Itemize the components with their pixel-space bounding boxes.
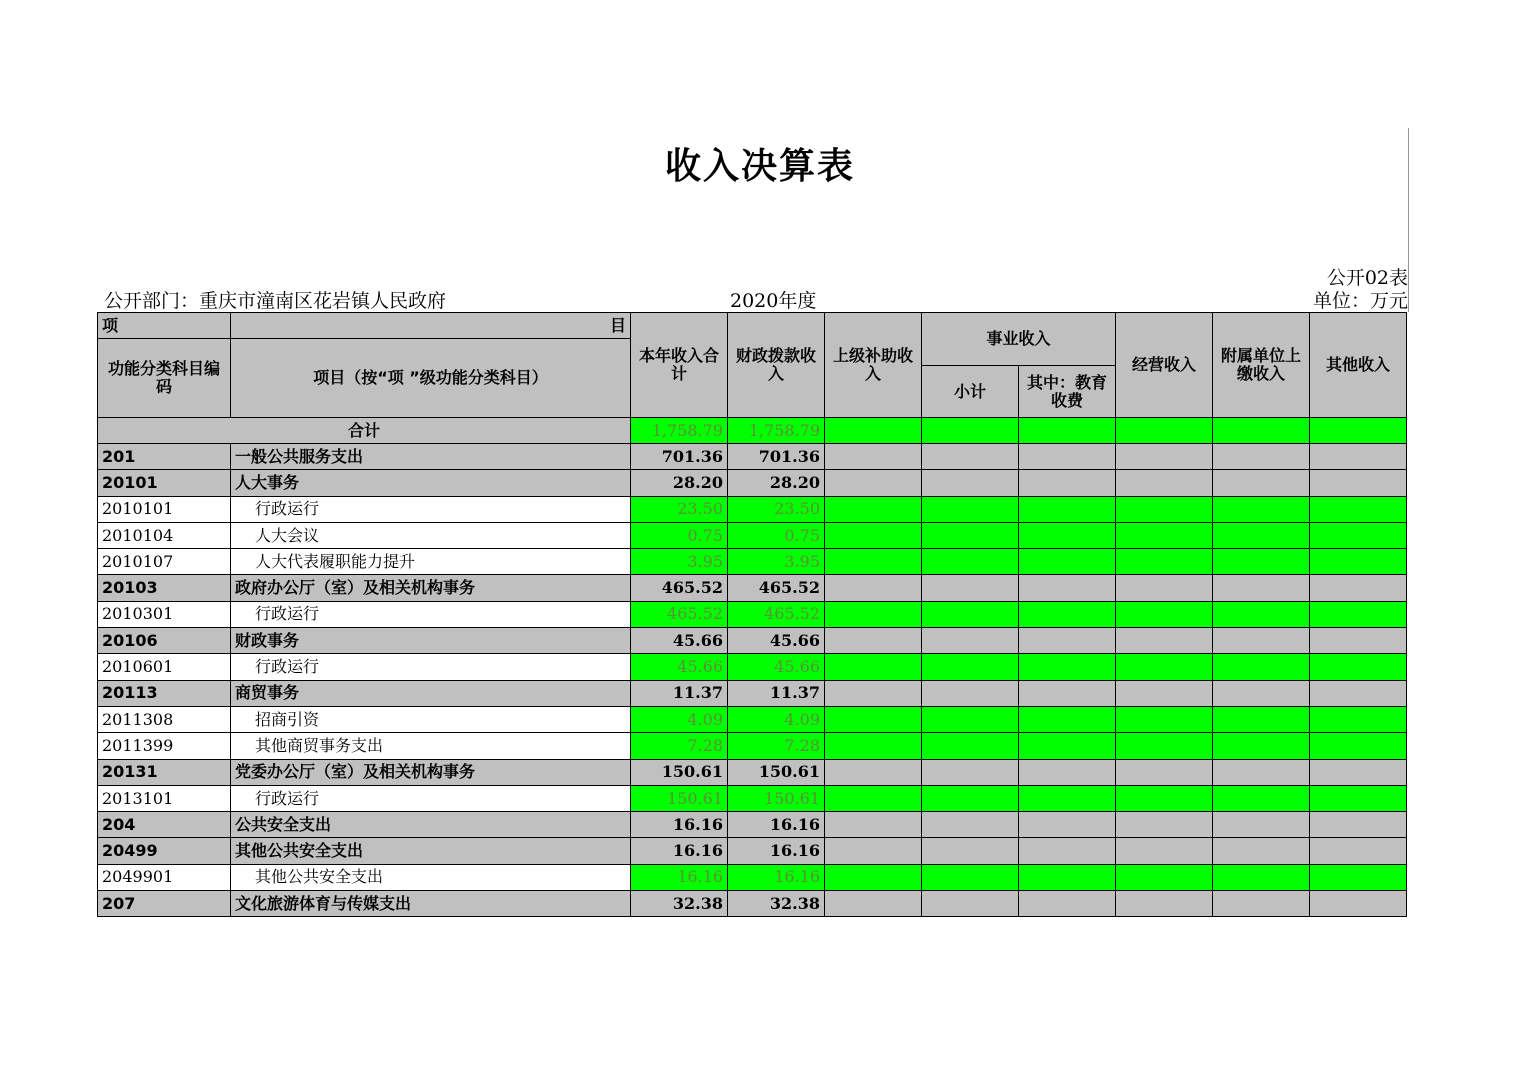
row-empty-cell (1213, 522, 1310, 548)
row-empty-cell (1116, 496, 1213, 522)
row-empty-cell (1213, 654, 1310, 680)
row-empty-cell (1310, 838, 1407, 864)
row-fiscal: 150.61 (728, 785, 825, 811)
row-empty-cell (1213, 838, 1310, 864)
row-empty-cell (1310, 706, 1407, 732)
header-other-income: 其他收入 (1310, 313, 1407, 418)
row-empty-cell (1213, 601, 1310, 627)
row-empty-cell (922, 496, 1019, 522)
row-empty-cell (1019, 549, 1116, 575)
row-empty-cell (1116, 444, 1213, 470)
table-row (98, 601, 1407, 627)
row-empty-cell (1019, 628, 1116, 654)
row-name-text: 行政运行 (255, 604, 320, 624)
row-empty-cell (825, 733, 922, 759)
table-row (98, 812, 1407, 838)
row-empty-cell (922, 864, 1019, 890)
summary-row (98, 418, 1407, 444)
row-empty-cell (1019, 444, 1116, 470)
row-total: 23.50 (631, 496, 728, 522)
row-name-text: 招商引资 (255, 709, 320, 729)
row-name-text: 人大代表履职能力提升 (255, 551, 416, 571)
row-empty-cell (1116, 601, 1213, 627)
row-empty-cell (1213, 785, 1310, 811)
row-name-text: 财政事务 (235, 630, 300, 650)
row-name (231, 864, 631, 890)
row-total: 16.16 (631, 812, 728, 838)
row-empty-cell (1116, 733, 1213, 759)
row-empty-cell (1019, 785, 1116, 811)
row-code: 20113 (98, 680, 231, 706)
row-empty-cell (922, 812, 1019, 838)
row-empty-cell (922, 522, 1019, 548)
header-edu-fee: 其中：教育收费 (1019, 366, 1116, 418)
row-empty-cell (825, 496, 922, 522)
row-empty-cell (1116, 759, 1213, 785)
row-empty-cell (1019, 654, 1116, 680)
table-row (98, 891, 1407, 917)
row-empty-cell (1310, 785, 1407, 811)
page-title: 收入决算表 (664, 146, 855, 187)
row-code: 20101 (98, 470, 231, 496)
row-code: 2013101 (98, 785, 231, 811)
row-empty-cell (922, 575, 1019, 601)
row-empty-cell (1213, 812, 1310, 838)
header-business-income: 事业收入 (922, 313, 1116, 366)
row-code: 2010107 (98, 549, 231, 575)
row-empty-cell (1019, 891, 1116, 917)
row-empty-cell (922, 838, 1019, 864)
row-code: 2049901 (98, 864, 231, 890)
row-empty-cell (1019, 759, 1116, 785)
row-empty-cell (825, 601, 922, 627)
row-name-text: 人大会议 (255, 525, 320, 545)
row-fiscal: 16.16 (728, 864, 825, 890)
row-code: 20106 (98, 628, 231, 654)
row-empty-cell (922, 759, 1019, 785)
row-empty-cell (1019, 706, 1116, 732)
row-name (231, 601, 631, 627)
row-empty-cell (1116, 654, 1213, 680)
row-empty-cell (1310, 522, 1407, 548)
row-code: 2011399 (98, 733, 231, 759)
row-fiscal: 32.38 (728, 891, 825, 917)
header-superior-subsidy: 上级补助收入 (825, 313, 922, 418)
row-name (231, 838, 631, 864)
row-name-text: 其他公共安全支出 (255, 867, 384, 887)
row-empty-cell (922, 891, 1019, 917)
table-row (98, 864, 1407, 890)
table-row (98, 575, 1407, 601)
row-empty-cell (1310, 733, 1407, 759)
row-name (231, 759, 631, 785)
row-fiscal: 0.75 (728, 522, 825, 548)
row-name (231, 444, 631, 470)
row-empty-cell (922, 733, 1019, 759)
row-total: 3.95 (631, 549, 728, 575)
row-total: 11.37 (631, 680, 728, 706)
row-empty-cell (922, 654, 1019, 680)
summary-empty-cell (922, 418, 1019, 444)
row-empty-cell (825, 785, 922, 811)
department-label: 公开部门：重庆市潼南区花岩镇人民政府 (104, 290, 447, 312)
row-empty-cell (1019, 733, 1116, 759)
row-name-text: 商贸事务 (235, 683, 300, 703)
year-label: 2020年度 (730, 290, 817, 312)
table-row (98, 549, 1407, 575)
row-total: 16.16 (631, 838, 728, 864)
row-fiscal: 3.95 (728, 549, 825, 575)
row-name-text: 其他商贸事务支出 (255, 735, 384, 755)
row-total: 7.28 (631, 733, 728, 759)
row-empty-cell (1116, 628, 1213, 654)
table-row (98, 628, 1407, 654)
row-empty-cell (1213, 444, 1310, 470)
header-item: 项目（按“项 ”级功能分类科目） (231, 339, 631, 418)
header-fiscal-allocation: 财政拨款收入 (728, 313, 825, 418)
row-total: 701.36 (631, 444, 728, 470)
table-row (98, 522, 1407, 548)
row-name (231, 496, 631, 522)
row-fiscal: 28.20 (728, 470, 825, 496)
summary-empty-cell (1116, 418, 1213, 444)
row-name (231, 891, 631, 917)
row-code: 204 (98, 812, 231, 838)
row-fiscal: 16.16 (728, 812, 825, 838)
row-fiscal: 11.37 (728, 680, 825, 706)
row-empty-cell (825, 549, 922, 575)
row-empty-cell (1213, 549, 1310, 575)
row-name-text: 文化旅游体育与传媒支出 (235, 893, 412, 913)
row-total: 28.20 (631, 470, 728, 496)
row-empty-cell (825, 444, 922, 470)
row-name (231, 785, 631, 811)
row-total: 45.66 (631, 628, 728, 654)
header-xiang: 项 (98, 313, 231, 339)
row-empty-cell (1116, 470, 1213, 496)
row-empty-cell (1116, 812, 1213, 838)
row-empty-cell (922, 601, 1019, 627)
row-empty-cell (922, 628, 1019, 654)
row-empty-cell (825, 706, 922, 732)
table-row (98, 759, 1407, 785)
row-empty-cell (1310, 470, 1407, 496)
row-empty-cell (1213, 706, 1310, 732)
row-empty-cell (1213, 680, 1310, 706)
row-name (231, 706, 631, 732)
row-empty-cell (825, 680, 922, 706)
row-empty-cell (1310, 601, 1407, 627)
header-mu: 目 (231, 313, 631, 339)
row-empty-cell (922, 706, 1019, 732)
table-row (98, 733, 1407, 759)
row-empty-cell (1116, 575, 1213, 601)
row-empty-cell (1310, 444, 1407, 470)
row-name (231, 733, 631, 759)
row-empty-cell (1019, 812, 1116, 838)
row-code: 207 (98, 891, 231, 917)
summary-label: 合计 (98, 418, 631, 444)
row-total: 0.75 (631, 522, 728, 548)
header-code: 功能分类科目编码 (98, 339, 231, 418)
unit-label: 单位：万元 (1312, 290, 1408, 312)
row-name (231, 680, 631, 706)
row-empty-cell (1310, 812, 1407, 838)
row-total: 45.66 (631, 654, 728, 680)
row-empty-cell (1213, 891, 1310, 917)
row-empty-cell (1019, 496, 1116, 522)
row-code: 2010104 (98, 522, 231, 548)
row-total: 150.61 (631, 759, 728, 785)
row-code: 20103 (98, 575, 231, 601)
row-empty-cell (1116, 785, 1213, 811)
row-name (231, 470, 631, 496)
row-code: 2010301 (98, 601, 231, 627)
row-empty-cell (825, 891, 922, 917)
table-row (98, 785, 1407, 811)
row-empty-cell (825, 522, 922, 548)
row-code: 2010101 (98, 496, 231, 522)
row-empty-cell (922, 444, 1019, 470)
row-code: 2010601 (98, 654, 231, 680)
row-empty-cell (825, 759, 922, 785)
summary-empty-cell (825, 418, 922, 444)
table-row (98, 496, 1407, 522)
row-empty-cell (922, 549, 1019, 575)
row-name-text: 其他公共安全支出 (235, 841, 364, 861)
row-fiscal: 150.61 (728, 759, 825, 785)
table-number: 公开02表 (1326, 267, 1408, 289)
divider-line (1408, 128, 1409, 312)
row-total: 150.61 (631, 785, 728, 811)
row-empty-cell (1310, 759, 1407, 785)
row-empty-cell (1310, 575, 1407, 601)
row-fiscal: 701.36 (728, 444, 825, 470)
row-empty-cell (1310, 628, 1407, 654)
row-empty-cell (1116, 522, 1213, 548)
row-name-text: 人大事务 (235, 472, 300, 492)
row-empty-cell (825, 812, 922, 838)
header-operating-income: 经营收入 (1116, 313, 1213, 418)
row-fiscal: 45.66 (728, 628, 825, 654)
row-name (231, 812, 631, 838)
summary-total: 1,758.79 (631, 418, 728, 444)
row-fiscal: 465.52 (728, 601, 825, 627)
row-name-text: 一般公共服务支出 (235, 446, 364, 466)
row-fiscal: 45.66 (728, 654, 825, 680)
row-name (231, 628, 631, 654)
row-empty-cell (1019, 522, 1116, 548)
header-affiliated-income: 附属单位上缴收入 (1213, 313, 1310, 418)
table-row (98, 444, 1407, 470)
row-empty-cell (1310, 496, 1407, 522)
summary-empty-cell (1310, 418, 1407, 444)
row-empty-cell (1213, 628, 1310, 654)
row-empty-cell (1116, 838, 1213, 864)
row-name (231, 522, 631, 548)
row-name-text: 行政运行 (255, 499, 320, 519)
row-empty-cell (825, 628, 922, 654)
row-empty-cell (825, 864, 922, 890)
row-empty-cell (825, 838, 922, 864)
row-name-text: 政府办公厅（室）及相关机构事务 (235, 578, 476, 598)
row-empty-cell (1310, 549, 1407, 575)
header-subtotal: 小计 (922, 366, 1019, 418)
income-table (97, 312, 1407, 917)
row-empty-cell (1213, 864, 1310, 890)
row-fiscal: 7.28 (728, 733, 825, 759)
row-empty-cell (922, 785, 1019, 811)
row-empty-cell (1213, 575, 1310, 601)
row-name-text: 公共安全支出 (235, 814, 332, 834)
row-name (231, 575, 631, 601)
table-row (98, 654, 1407, 680)
row-name-text: 行政运行 (255, 788, 320, 808)
table-row (98, 706, 1407, 732)
table-row (98, 838, 1407, 864)
row-empty-cell (1310, 654, 1407, 680)
row-empty-cell (1019, 864, 1116, 890)
row-fiscal: 465.52 (728, 575, 825, 601)
row-total: 32.38 (631, 891, 728, 917)
row-fiscal: 4.09 (728, 706, 825, 732)
row-empty-cell (1310, 891, 1407, 917)
row-fiscal: 16.16 (728, 838, 825, 864)
row-code: 20131 (98, 759, 231, 785)
row-empty-cell (1310, 680, 1407, 706)
row-empty-cell (825, 470, 922, 496)
row-total: 465.52 (631, 575, 728, 601)
header-total-income: 本年收入合计 (631, 313, 728, 418)
row-empty-cell (1116, 706, 1213, 732)
table-row (98, 470, 1407, 496)
row-empty-cell (1019, 601, 1116, 627)
row-name (231, 549, 631, 575)
row-empty-cell (922, 470, 1019, 496)
row-code: 201 (98, 444, 231, 470)
row-empty-cell (1213, 733, 1310, 759)
table-row (98, 680, 1407, 706)
summary-empty-cell (1213, 418, 1310, 444)
row-empty-cell (1019, 470, 1116, 496)
row-empty-cell (1310, 864, 1407, 890)
row-empty-cell (1116, 864, 1213, 890)
row-empty-cell (1116, 680, 1213, 706)
row-name-text: 党委办公厅（室）及相关机构事务 (235, 762, 476, 782)
row-empty-cell (825, 654, 922, 680)
row-empty-cell (1213, 759, 1310, 785)
row-empty-cell (922, 680, 1019, 706)
row-total: 4.09 (631, 706, 728, 732)
summary-empty-cell (1019, 418, 1116, 444)
summary-fiscal: 1,758.79 (728, 418, 825, 444)
row-empty-cell (825, 575, 922, 601)
row-name-text: 行政运行 (255, 657, 320, 677)
row-fiscal: 23.50 (728, 496, 825, 522)
row-code: 2011308 (98, 706, 231, 732)
row-empty-cell (1019, 575, 1116, 601)
row-name (231, 654, 631, 680)
row-empty-cell (1116, 891, 1213, 917)
row-code: 20499 (98, 838, 231, 864)
row-empty-cell (1116, 549, 1213, 575)
row-total: 465.52 (631, 601, 728, 627)
row-total: 16.16 (631, 864, 728, 890)
row-empty-cell (1213, 496, 1310, 522)
row-empty-cell (1213, 470, 1310, 496)
row-empty-cell (1019, 838, 1116, 864)
row-empty-cell (1019, 680, 1116, 706)
